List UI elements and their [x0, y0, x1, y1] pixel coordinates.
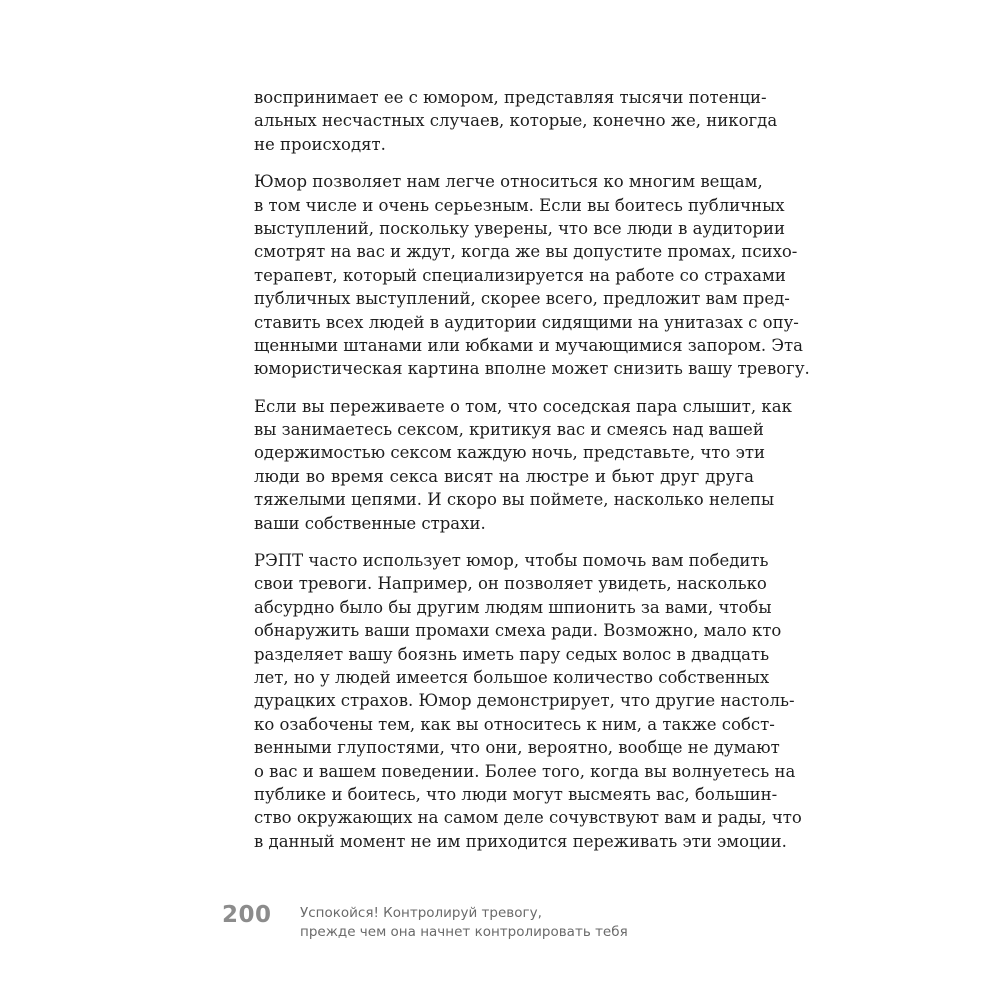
text-line: ство окружающих на самом деле сочувствуют вам и рады, что — [254, 808, 802, 828]
running-title — [300, 904, 628, 942]
text-line: тяжелыми цепями. И скоро вы поймете, насколько нелепы — [254, 490, 775, 510]
text-line: одержимостью сексом каждую ночь, представьте, что эти — [254, 443, 765, 463]
text-line: альных несчастных случаев, которые, конечно же, никогда — [254, 111, 778, 131]
text-line: ваши собственные страхи. — [254, 513, 486, 533]
text-line: в том числе и очень серьезным. Если вы боитесь публичных — [254, 195, 785, 215]
page-footer — [222, 900, 762, 950]
text-line: разделяет вашу боязнь иметь пару седых волос в двадцать — [254, 644, 770, 664]
text-line: свои тревоги. Например, он позволяет увидеть, насколько — [254, 574, 767, 594]
text-line: люди во время секса висят на люстре и бьют друг друга — [254, 466, 754, 486]
text-line: юмористическая картина вполне может снизить вашу тревогу. — [254, 359, 810, 379]
text-line: воспринимает ее с юмором, представляя тысячи потенци- — [254, 88, 767, 107]
text-line: щенными штанами или юбками и мучающимися запором. Эта — [254, 335, 803, 355]
page-number: 200 — [222, 902, 272, 928]
text-line: РЭПТ часто использует юмор, чтобы помочь вам победить — [254, 551, 769, 571]
text-line: Если вы переживаете о том, что соседская пара слышит, как — [254, 396, 792, 416]
running-title-line: прежде чем она начнет контролировать тебя — [300, 924, 628, 940]
text-line: в данный момент не им приходится переживать эти эмоции. — [254, 831, 787, 851]
text-line: вы занимаетесь сексом, критикуя вас и смеясь над вашей — [254, 420, 764, 440]
text-line: дурацких страхов. Юмор демонстрирует, что другие настоль- — [254, 691, 795, 711]
paragraph — [254, 549, 802, 853]
text-line: не происходят. — [254, 134, 386, 154]
text-line: ко озабочены тем, как вы относитесь к ним, а также собст- — [254, 714, 775, 734]
text-line: смотрят на вас и ждут, когда же вы допустите промах, психо- — [254, 242, 798, 262]
body-text — [254, 86, 810, 867]
text-line: выступлений, поскольку уверены, что все люди в аудитории — [254, 218, 785, 238]
text-line: публичных выступлений, скорее всего, предложит вам пред- — [254, 289, 790, 309]
running-title-line: Успокойся! Контролируй тревогу, — [300, 905, 542, 921]
text-line: венными глупостями, что они, вероятно, вообще не думают — [254, 738, 780, 758]
paragraph — [254, 170, 810, 381]
text-line: лет, но у людей имеется большое количество собственных — [254, 667, 770, 687]
paragraph — [254, 86, 778, 156]
text-line: публике и боитесь, что люди могут высмеять вас, большин- — [254, 784, 778, 804]
text-line: обнаружить ваши промахи смеха ради. Возможно, мало кто — [254, 621, 782, 641]
text-line: Юмор позволяет нам легче относиться ко многим вещам, — [254, 172, 763, 192]
paragraph — [254, 395, 792, 535]
text-line: терапевт, который специализируется на работе со страхами — [254, 265, 786, 285]
text-line: ставить всех людей в аудитории сидящими на унитазах с опу- — [254, 312, 799, 332]
text-line: абсурдно было бы другим людям шпионить за вами, чтобы — [254, 597, 772, 617]
text-line: о вас и вашем поведении. Более того, когда вы волнуетесь на — [254, 761, 796, 781]
